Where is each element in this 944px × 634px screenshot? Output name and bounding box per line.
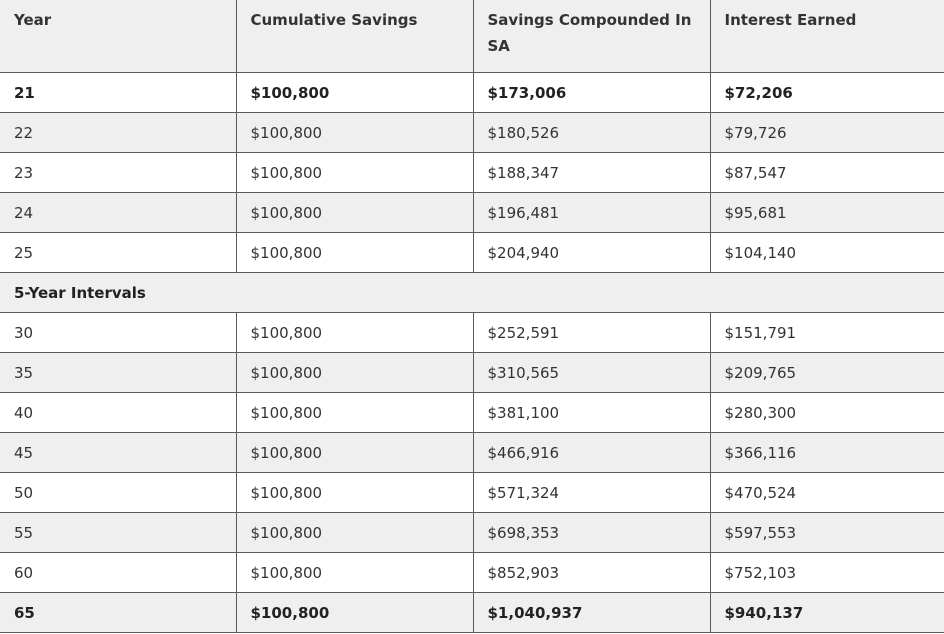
header-year: Year <box>0 0 236 73</box>
table-row <box>0 313 944 353</box>
interest-earned-cell: $72,206 <box>710 73 944 113</box>
cumulative-savings-cell: $100,800 <box>236 193 473 233</box>
cumulative-savings-cell: $100,800 <box>236 313 473 353</box>
table-row <box>0 113 944 153</box>
table-row <box>0 433 944 473</box>
year-cell: 45 <box>0 433 236 473</box>
savings-compounded-cell: $310,565 <box>473 353 710 393</box>
savings-compounded-cell: $381,100 <box>473 393 710 433</box>
interest-earned-cell: $87,547 <box>710 153 944 193</box>
cumulative-savings-cell: $100,800 <box>236 553 473 593</box>
interest-earned-cell: $79,726 <box>710 113 944 153</box>
cumulative-savings-cell: $100,800 <box>236 473 473 513</box>
interest-earned-cell: $104,140 <box>710 233 944 273</box>
section-label: 5-Year Intervals <box>0 273 944 313</box>
header-row <box>0 0 944 73</box>
section-header-row <box>0 273 944 313</box>
year-cell: 24 <box>0 193 236 233</box>
cumulative-savings-cell: $100,800 <box>236 73 473 113</box>
savings-compounded-cell: $188,347 <box>473 153 710 193</box>
table-row <box>0 233 944 273</box>
year-cell: 23 <box>0 153 236 193</box>
year-cell: 30 <box>0 313 236 353</box>
table-row <box>0 513 944 553</box>
cumulative-savings-cell: $100,800 <box>236 113 473 153</box>
table-row <box>0 193 944 233</box>
year-cell: 35 <box>0 353 236 393</box>
cumulative-savings-cell: $100,800 <box>236 153 473 193</box>
header-savings-compounded: Savings Compounded In SA <box>473 0 710 73</box>
savings-compounded-cell: $1,040,937 <box>473 593 710 633</box>
interest-earned-cell: $95,681 <box>710 193 944 233</box>
interest-earned-cell: $597,553 <box>710 513 944 553</box>
interest-earned-cell: $752,103 <box>710 553 944 593</box>
table-row <box>0 73 944 113</box>
interest-earned-cell: $940,137 <box>710 593 944 633</box>
savings-compounded-cell: $466,916 <box>473 433 710 473</box>
year-cell: 55 <box>0 513 236 553</box>
savings-compounded-cell: $180,526 <box>473 113 710 153</box>
interest-earned-cell: $280,300 <box>710 393 944 433</box>
cumulative-savings-cell: $100,800 <box>236 513 473 553</box>
savings-compounded-cell: $852,903 <box>473 553 710 593</box>
cumulative-savings-cell: $100,800 <box>236 593 473 633</box>
cumulative-savings-cell: $100,800 <box>236 233 473 273</box>
savings-compounded-cell: $698,353 <box>473 513 710 553</box>
header-cumulative-savings: Cumulative Savings <box>236 0 473 73</box>
savings-compounded-cell: $173,006 <box>473 73 710 113</box>
interest-earned-cell: $470,524 <box>710 473 944 513</box>
table-row <box>0 353 944 393</box>
table-row <box>0 593 944 633</box>
table-row <box>0 473 944 513</box>
savings-compounded-cell: $571,324 <box>473 473 710 513</box>
savings-compounded-cell: $252,591 <box>473 313 710 353</box>
year-cell: 40 <box>0 393 236 433</box>
cumulative-savings-cell: $100,800 <box>236 393 473 433</box>
interest-earned-cell: $209,765 <box>710 353 944 393</box>
interest-earned-cell: $366,116 <box>710 433 944 473</box>
savings-compounded-cell: $196,481 <box>473 193 710 233</box>
year-cell: 65 <box>0 593 236 633</box>
header-interest-earned: Interest Earned <box>710 0 944 73</box>
year-cell: 21 <box>0 73 236 113</box>
year-cell: 25 <box>0 233 236 273</box>
table-row <box>0 153 944 193</box>
table-row <box>0 393 944 433</box>
savings-compounded-cell: $204,940 <box>473 233 710 273</box>
cumulative-savings-cell: $100,800 <box>236 353 473 393</box>
year-cell: 60 <box>0 553 236 593</box>
interest-earned-cell: $151,791 <box>710 313 944 353</box>
table-row <box>0 553 944 593</box>
year-cell: 50 <box>0 473 236 513</box>
cumulative-savings-cell: $100,800 <box>236 433 473 473</box>
year-cell: 22 <box>0 113 236 153</box>
